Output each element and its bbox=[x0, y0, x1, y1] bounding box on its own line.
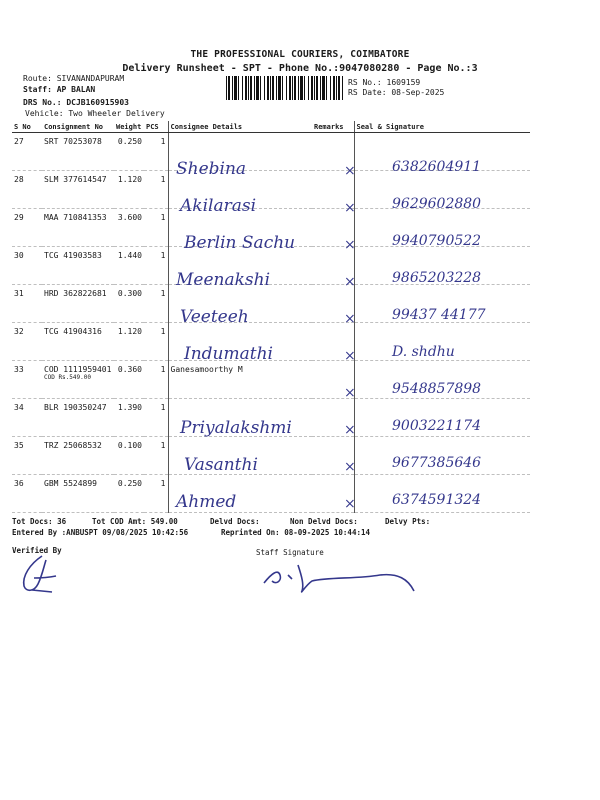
handwritten-signature: 6382604911 bbox=[392, 159, 482, 175]
route-label: Route: SIVANANDAPURAM bbox=[23, 74, 125, 83]
cell-weight: 0.360 bbox=[114, 361, 144, 399]
col-remarks: Remarks bbox=[312, 121, 354, 133]
handwritten-signature: 99437 44177 bbox=[392, 307, 486, 323]
col-weight: Weight bbox=[114, 121, 144, 133]
non-delivered-docs: Non Delvd Docs: bbox=[290, 517, 358, 526]
remark-mark-icon: × bbox=[344, 237, 356, 253]
reprinted-on: Reprinted On: 08-09-2025 10:44:14 bbox=[221, 528, 371, 537]
col-sno: S No bbox=[12, 121, 42, 133]
handwritten-signature: 9677385646 bbox=[392, 455, 482, 471]
total-docs: Tot Docs: 36 bbox=[12, 517, 67, 526]
cell-consignment: TCG 41904316 bbox=[42, 323, 114, 361]
cell-weight: 0.250 bbox=[114, 133, 144, 171]
cell-weight: 1.440 bbox=[114, 247, 144, 285]
handwritten-consignee: Meenakshi bbox=[176, 270, 271, 290]
cell-consignment: MAA 710841353 bbox=[42, 209, 114, 247]
company-title: THE PROFESSIONAL COURIERS, COIMBATORE bbox=[190, 49, 410, 60]
cell-weight: 3.600 bbox=[114, 209, 144, 247]
cell-sno: 32 bbox=[12, 323, 42, 361]
cell-weight: 1.390 bbox=[114, 399, 144, 437]
cell-sno: 33 bbox=[12, 361, 42, 399]
cell-consignee: Ganesamoorthy M bbox=[168, 361, 312, 399]
cell-pcs: 1 bbox=[144, 437, 168, 475]
handwritten-consignee: Ahmed bbox=[176, 492, 237, 512]
handwritten-signature: 9548857898 bbox=[392, 381, 482, 397]
handwritten-consignee: Vasanthi bbox=[184, 455, 258, 475]
col-consignee: Consignee Details bbox=[168, 121, 312, 133]
cell-consignment: SLM 377614547 bbox=[42, 171, 114, 209]
col-pcs: PCS bbox=[144, 121, 168, 133]
cell-consignment: TRZ 25068532 bbox=[42, 437, 114, 475]
cell-consignment: HRD 362822681 bbox=[42, 285, 114, 323]
cell-weight: 0.100 bbox=[114, 437, 144, 475]
cell-pcs: 1 bbox=[144, 209, 168, 247]
total-cod: Tot COD Amt: 549.00 bbox=[92, 517, 178, 526]
remark-mark-icon: × bbox=[344, 311, 356, 327]
cell-sno: 35 bbox=[12, 437, 42, 475]
cell-consignment: BLR 190350247 bbox=[42, 399, 114, 437]
handwritten-consignee: Shebina bbox=[176, 159, 247, 179]
cell-weight: 0.250 bbox=[114, 475, 144, 513]
barcode bbox=[226, 76, 344, 100]
drs-number: DRS No.: DCJB160915903 bbox=[23, 98, 129, 107]
cell-weight: 0.300 bbox=[114, 285, 144, 323]
handwritten-consignee: Veeteeh bbox=[180, 307, 249, 327]
staff-signature-label: Staff Signature bbox=[256, 548, 324, 557]
col-seal: Seal & Signature bbox=[354, 121, 530, 133]
verified-signature bbox=[12, 552, 72, 597]
remark-mark-icon: × bbox=[344, 422, 356, 438]
cell-pcs: 1 bbox=[144, 171, 168, 209]
entered-by: Entered By :ANBUSPT 09/08/2025 10:42:56 bbox=[12, 528, 189, 537]
vehicle-label: Vehicle: Two Wheeler Delivery bbox=[25, 109, 165, 118]
handwritten-signature: 9940790522 bbox=[392, 233, 482, 249]
table-header bbox=[12, 121, 530, 133]
cell-weight: 1.120 bbox=[114, 171, 144, 209]
handwritten-consignee: Priyalakshmi bbox=[180, 418, 292, 438]
handwritten-signature: 9865203228 bbox=[392, 270, 482, 286]
remark-mark-icon: × bbox=[344, 348, 356, 364]
handwritten-consignee: Akilarasi bbox=[180, 196, 257, 216]
cell-pcs: 1 bbox=[144, 361, 168, 399]
cell-weight: 1.120 bbox=[114, 323, 144, 361]
handwritten-consignee: Indumathi bbox=[184, 344, 273, 364]
delivered-docs: Delvd Docs: bbox=[210, 517, 260, 526]
cell-sno: 27 bbox=[12, 133, 42, 171]
cell-sno: 36 bbox=[12, 475, 42, 513]
handwritten-consignee: Berlin Sachu bbox=[184, 233, 296, 253]
remark-mark-icon: × bbox=[344, 496, 356, 512]
staff-signature-scribble bbox=[258, 555, 438, 615]
cell-pcs: 1 bbox=[144, 285, 168, 323]
col-consignment: Consignment No bbox=[42, 121, 114, 133]
delivery-points: Delvy Pts: bbox=[385, 517, 431, 526]
cell-pcs: 1 bbox=[144, 475, 168, 513]
cell-pcs: 1 bbox=[144, 399, 168, 437]
remark-mark-icon: × bbox=[344, 200, 356, 216]
cell-sno: 29 bbox=[12, 209, 42, 247]
cell-sno: 30 bbox=[12, 247, 42, 285]
cell-pcs: 1 bbox=[144, 247, 168, 285]
cell-sno: 31 bbox=[12, 285, 42, 323]
remark-mark-icon: × bbox=[344, 163, 356, 179]
cell-sno: 34 bbox=[12, 399, 42, 437]
verified-by-label: Verified By bbox=[12, 546, 62, 555]
cell-consignment: GBM 5524899 bbox=[42, 475, 114, 513]
staff-label: Staff: AP BALAN bbox=[23, 85, 96, 94]
cell-pcs: 1 bbox=[144, 323, 168, 361]
cod-note: COD Rs.549.00 bbox=[44, 374, 91, 381]
handwritten-signature: 6374591324 bbox=[392, 492, 482, 508]
rs-number: RS No.: 1609159 bbox=[348, 78, 421, 87]
remark-mark-icon: × bbox=[344, 385, 356, 401]
cell-sno: 28 bbox=[12, 171, 42, 209]
rs-date: RS Date: 08-Sep-2025 bbox=[348, 88, 445, 97]
cell-consignment: COD 1111959401 COD Rs.549.00 bbox=[42, 361, 114, 399]
cell-pcs: 1 bbox=[144, 133, 168, 171]
remark-mark-icon: × bbox=[344, 459, 356, 475]
handwritten-signature: D. shdhu bbox=[392, 344, 455, 360]
handwritten-signature: 9629602880 bbox=[392, 196, 482, 212]
remark-mark-icon: × bbox=[344, 274, 356, 290]
runsheet-subtitle: Delivery Runsheet - SPT - Phone No.:9047080280 - Page No.:3 bbox=[122, 63, 478, 74]
handwritten-signature: 9003221174 bbox=[392, 418, 482, 434]
cell-consignment: TCG 41903583 bbox=[42, 247, 114, 285]
cell-consignment: SRT 70253078 bbox=[42, 133, 114, 171]
